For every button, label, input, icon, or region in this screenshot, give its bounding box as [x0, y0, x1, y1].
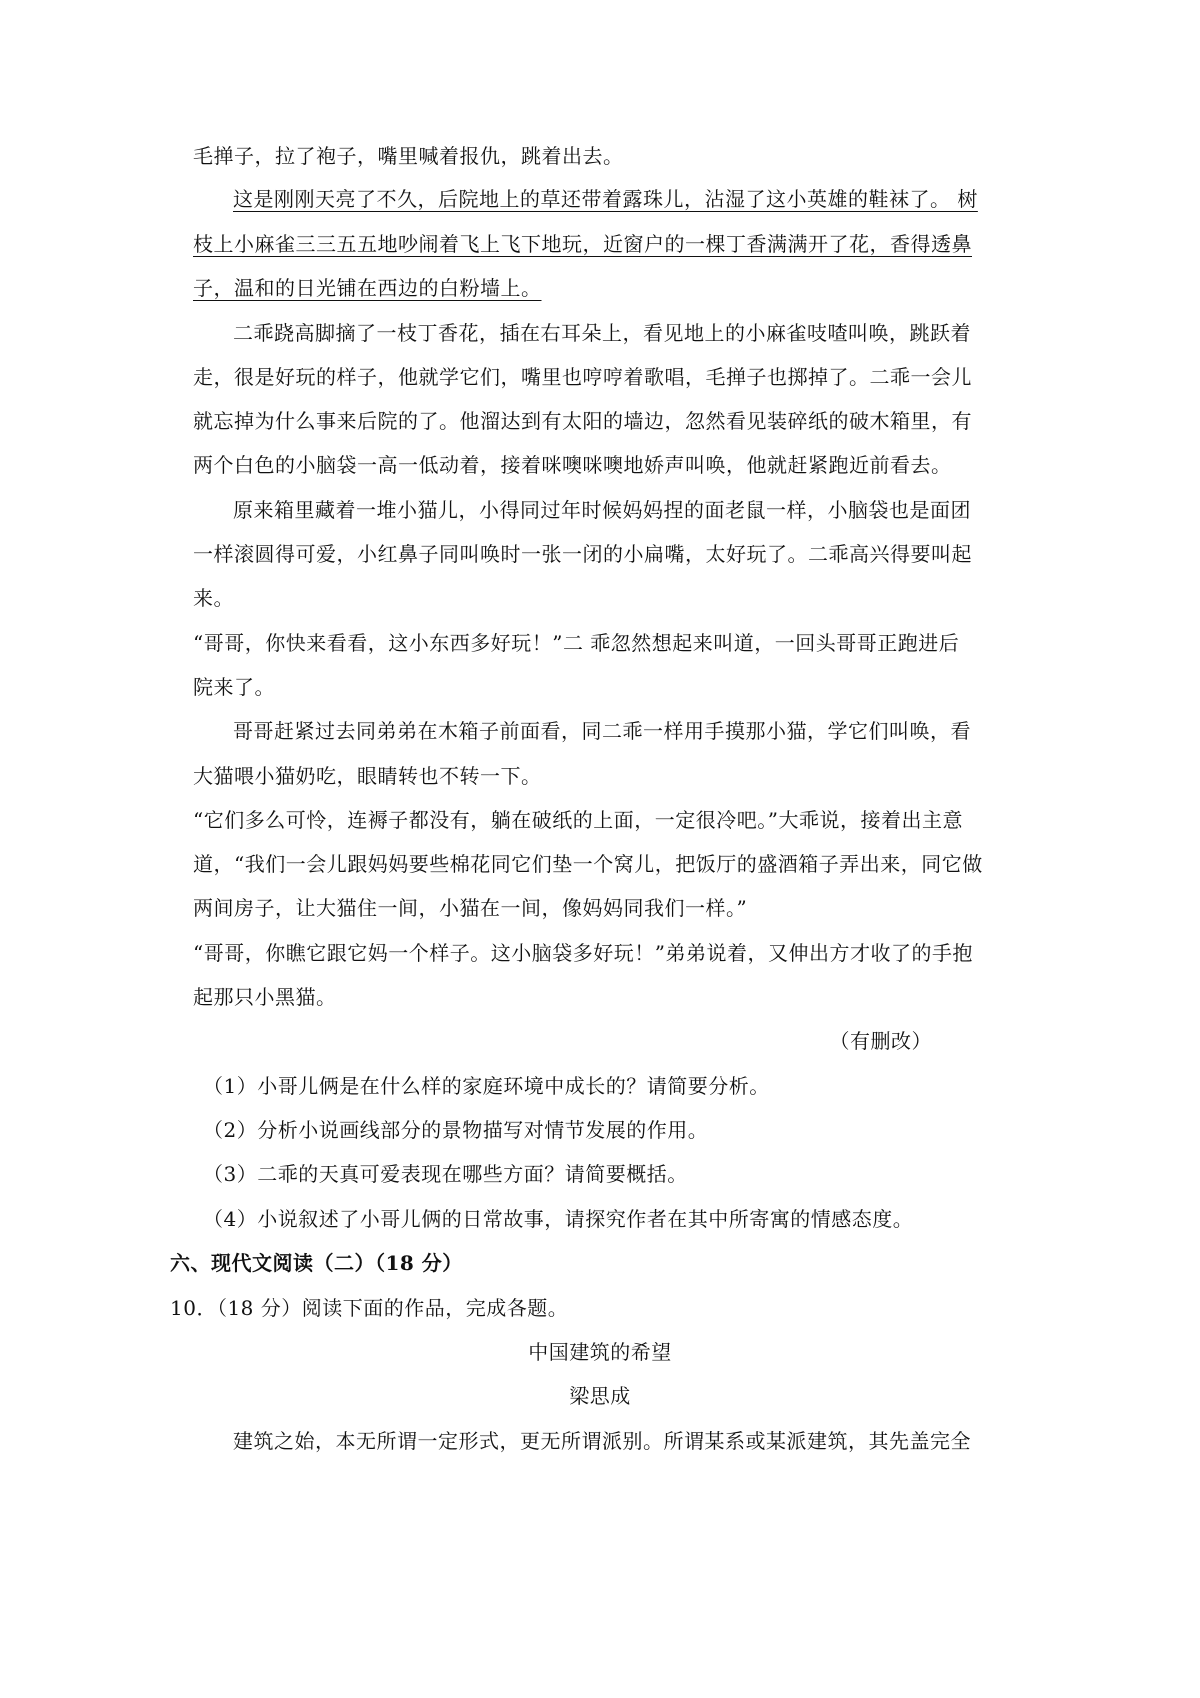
- passage-line: 走，很是好玩的样子，他就学它们，嘴里也哼哼着歌唱，毛掸子也掷掉了。二乖一会儿: [193, 365, 972, 389]
- question-stem: 10．（18 分）阅读下面的作品，完成各题。: [170, 1296, 569, 1320]
- underlined-passage-line: 这是刚刚天亮了不久，后院地上的草还带着露珠儿，沾湿了这小英雄的鞋袜了。 树: [233, 187, 978, 211]
- passage-line: 原来箱里藏着一堆小猫儿，小得同过年时候妈妈捏的面老鼠一样，小脑袋也是面团: [233, 498, 971, 522]
- passage-line: 道，“我们一会儿跟妈妈要些棉花同它们垫一个窝儿，把饭厅的盛酒箱子弄出来，同它做: [193, 852, 983, 876]
- passage-line: 院来了。: [193, 675, 275, 699]
- passage-line: 就忘掉为什么事来后院的了。他溜达到有太阳的墙边，忽然看见装碎纸的破木箱里，有: [193, 409, 972, 433]
- passage-line: 哥哥赶紧过去同弟弟在木箱子前面看，同二乖一样用手摸那小猫，学它们叫唤，看: [233, 719, 971, 743]
- passage-line: 大猫喂小猫奶吃，眼睛转也不转一下。: [193, 764, 542, 788]
- passage-line: 二乖跷高脚摘了一枝丁香花，插在右耳朵上，看见地上的小麻雀吱喳叫唤，跳跃着: [233, 321, 971, 345]
- passage-line: 来。: [193, 586, 234, 610]
- article-title: 中国建筑的希望: [528, 1340, 672, 1364]
- passage-line: 一样滚圆得可爱，小红鼻子同叫唤时一张一闭的小扁嘴，太好玩了。二乖高兴得要叫起: [193, 542, 972, 566]
- section-heading: 六、现代文阅读（二）（18 分）: [170, 1251, 463, 1275]
- passage-line: 起那只小黑猫。: [193, 985, 337, 1009]
- article-first-line: 建筑之始，本无所谓一定形式，更无所谓派别。所谓某系或某派建筑，其先盖完全: [233, 1429, 971, 1453]
- question-item: （1）小哥儿俩是在什么样的家庭环境中成长的？请简要分析。: [203, 1074, 770, 1098]
- passage-line: “哥哥，你快来看看，这小东西多好玩！”二 乖忽然想起来叫道，一回头哥哥正跑进后: [193, 631, 960, 655]
- underlined-passage-line: 枝上小麻雀三三五五地吵闹着飞上飞下地玩，近窗户的一棵丁香满满开了花，香得透鼻: [193, 232, 972, 256]
- passage-line: “哥哥，你瞧它跟它妈一个样子。这小脑袋多好玩！”弟弟说着，又伸出方才收了的手抱: [193, 941, 973, 965]
- question-item: （2）分析小说画线部分的景物描写对情节发展的作用。: [203, 1118, 709, 1142]
- passage-line: 毛掸子，拉了袍子，嘴里喊着报仇，跳着出去。: [193, 144, 624, 168]
- source-note: （有删改）: [829, 1029, 932, 1053]
- question-item: （3）二乖的天真可爱表现在哪些方面？请简要概括。: [203, 1162, 688, 1186]
- question-item: （4）小说叙述了小哥儿俩的日常故事，请探究作者在其中所寄寓的情感态度。: [203, 1207, 914, 1231]
- passage-line: 两个白色的小脑袋一高一低动着，接着咪噢咪噢地娇声叫唤，他就赶紧跑近前看去。: [193, 453, 952, 477]
- underlined-passage-line: 子，温和的日光铺在西边的白粉墙上。: [193, 276, 542, 300]
- article-author: 梁思成: [569, 1384, 631, 1408]
- passage-line: “它们多么可怜，连褥子都没有，躺在破纸的上面，一定很冷吧。”大乖说，接着出主意: [193, 808, 963, 832]
- passage-line: 两间房子，让大猫住一间，小猫在一间，像妈妈同我们一样。”: [193, 896, 748, 920]
